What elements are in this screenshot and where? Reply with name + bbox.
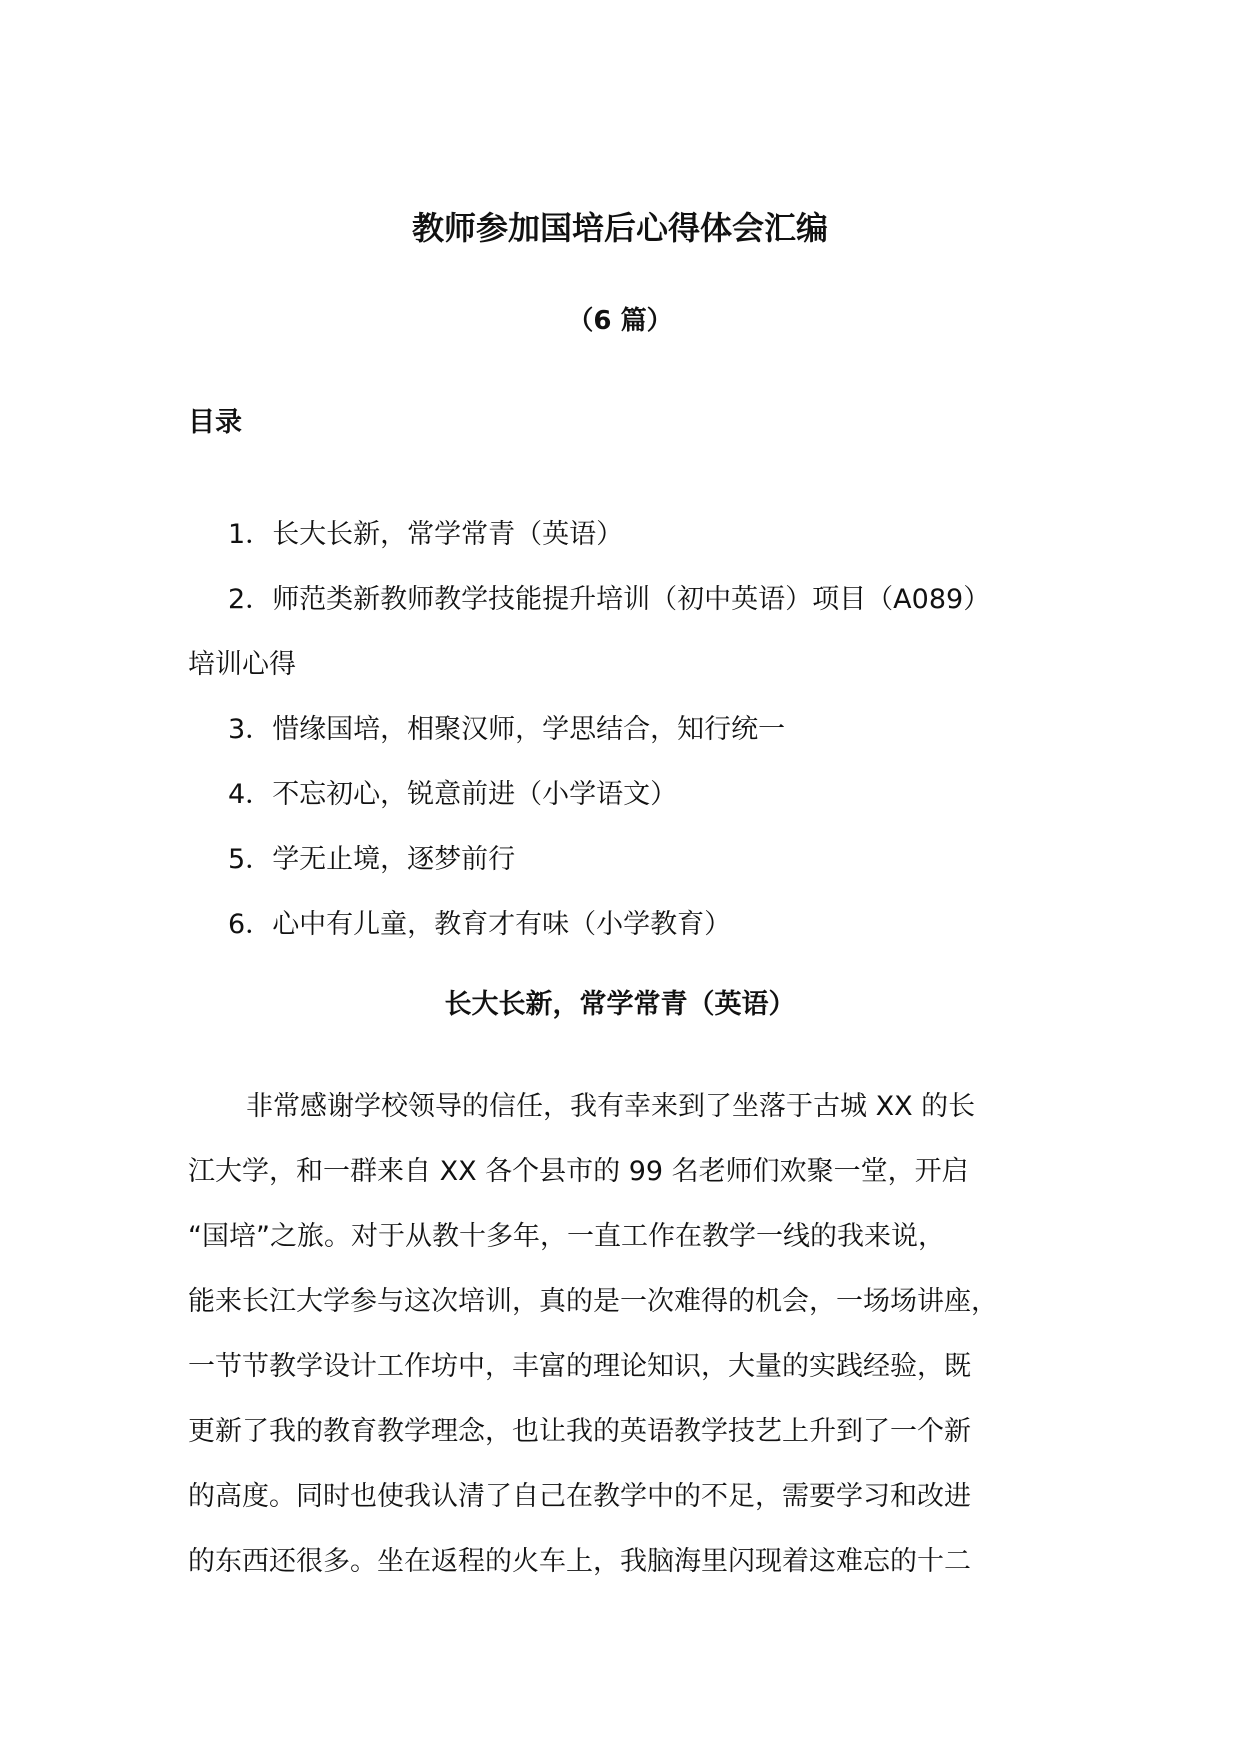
body-line: 更新了我的教育教学理念，也让我的英语教学技艺上升到了一个新	[188, 1416, 971, 1447]
body-line: 的高度。同时也使我认清了自己在教学中的不足，需要学习和改进	[188, 1481, 971, 1512]
toc-item-text: 学无止境，逐梦前行	[272, 844, 516, 875]
toc-item-text-continuation: 培训心得	[188, 649, 296, 680]
toc-item-4[interactable]	[188, 762, 1068, 827]
body-line: 能来长江大学参与这次培训，真的是一次难得的机会，一场场讲座，	[188, 1286, 998, 1317]
body-line: 的东西还很多。坐在返程的火车上，我脑海里闪现着这难忘的十二	[188, 1546, 971, 1577]
toc-item-6[interactable]	[188, 892, 1068, 957]
toc-item-number: 2．	[228, 584, 273, 615]
toc-item-number: 1．	[228, 519, 273, 550]
toc-item-number: 3．	[228, 714, 273, 745]
toc-item-number: 6．	[228, 909, 273, 940]
toc-heading: 目录	[188, 407, 242, 438]
document-title: 教师参加国培后心得体会汇编	[411, 209, 828, 247]
toc-item-5[interactable]	[188, 827, 1068, 892]
toc-item-1[interactable]	[188, 502, 1068, 567]
toc-item-2-continuation	[188, 632, 1068, 697]
toc-item-text: 心中有儿童，教育才有味（小学教育）	[272, 909, 732, 940]
body-line: 非常感谢学校领导的信任，我有幸来到了坐落于古城 XX 的长	[246, 1091, 976, 1122]
body-line: “国培”之旅。对于从教十多年，一直工作在教学一线的我来说，	[188, 1221, 945, 1252]
toc-item-text: 不忘初心，锐意前进（小学语文）	[272, 779, 678, 810]
toc-item-number: 5．	[228, 844, 273, 875]
section-body	[188, 1074, 1078, 1594]
toc-item-text: 师范类新教师教学技能提升培训（初中英语）项目（A089）	[272, 584, 991, 615]
section-title: 长大长新，常学常青（英语）	[444, 989, 796, 1020]
toc-item-text: 惜缘国培，相聚汉师，学思结合，知行统一	[272, 714, 786, 745]
toc-item-number: 4．	[228, 779, 273, 810]
document-subtitle: （6 篇）	[567, 306, 673, 336]
table-of-contents	[188, 502, 1068, 957]
toc-item-text: 长大长新，常学常青（英语）	[272, 519, 624, 550]
body-line: 江大学，和一群来自 XX 各个县市的 99 名老师们欢聚一堂，开启	[188, 1156, 969, 1187]
body-line: 一节节教学设计工作坊中，丰富的理论知识，大量的实践经验，既	[188, 1351, 971, 1382]
toc-item-3[interactable]	[188, 697, 1068, 762]
toc-item-2[interactable]	[188, 567, 1068, 632]
